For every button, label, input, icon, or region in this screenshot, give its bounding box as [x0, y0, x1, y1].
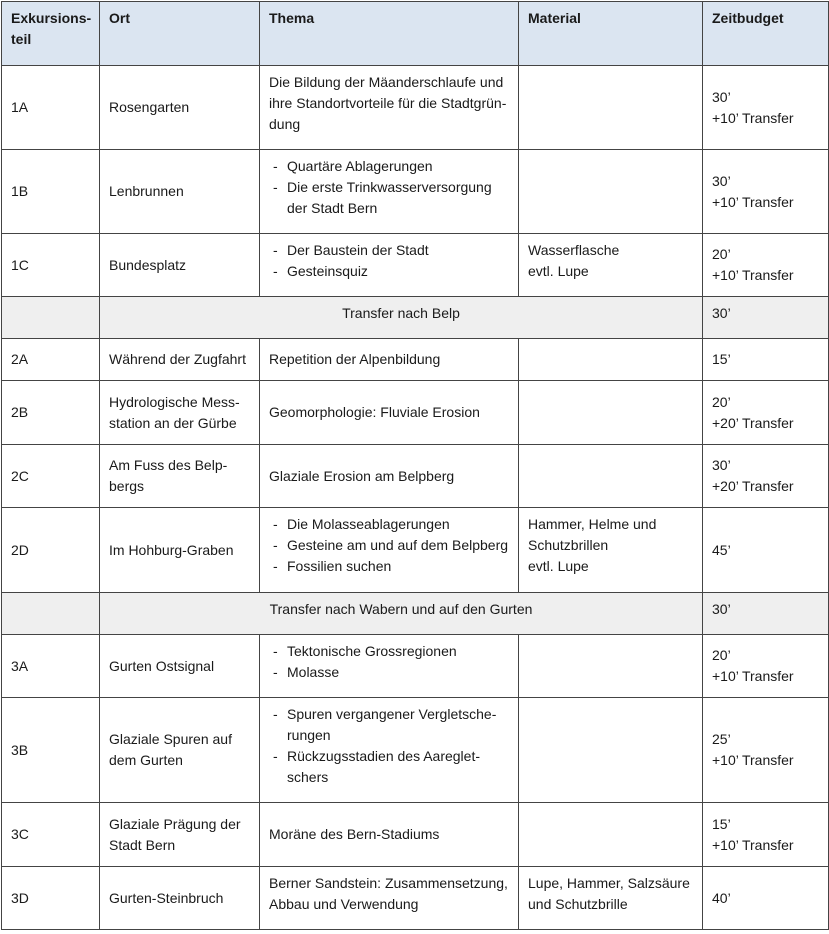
cell-line: Moräne des Bern-Stadiums [269, 826, 440, 842]
table-body [2, 66, 829, 930]
cell-line: Repetition der Alpenbildung [269, 351, 441, 367]
transfer-label: Transfer nach Wabern und auf den Gurten [100, 593, 703, 635]
cell-line: Stadt Bern [109, 836, 176, 853]
cell-thema [260, 445, 519, 508]
transfer-zeitbudget: 30’ [703, 297, 829, 339]
cell-line: Lupe, Hammer, Salzsäure [528, 875, 690, 891]
cell-zeitbudget [703, 150, 829, 234]
cell-exkursionsteil: 3C [2, 803, 100, 867]
transfer-label: Transfer nach Belp [100, 297, 703, 339]
cell-line: Gurten-Steinbruch [109, 889, 224, 906]
cell-thema [260, 234, 519, 297]
cell-material [519, 867, 703, 930]
header-row [2, 2, 829, 66]
cell-exkursionsteil: 2A [2, 339, 100, 381]
cell-line: - Gesteine am und auf dem Belpberg [287, 537, 509, 553]
cell-line: 25’ [712, 731, 731, 747]
cell-line: Lenbrunnen [109, 183, 184, 199]
cell-line: +10’ Transfer [712, 836, 794, 853]
cell-line: rungen [287, 727, 331, 743]
excursion-schedule-table [1, 1, 829, 930]
cell-line: 45’ [712, 541, 731, 558]
cell-line: Wasserflasche [528, 242, 620, 258]
cell-ort [100, 381, 260, 445]
table-row [2, 234, 829, 297]
cell-line: - Der Baustein der Stadt [287, 242, 429, 258]
cell-line: evtl. Lupe [528, 558, 589, 574]
cell-line: - Rückzugsstadien des Aareglet- [287, 748, 480, 764]
cell-line: ihre Standortvorteile für die Stadtgrün- [269, 95, 507, 111]
cell-ort [100, 698, 260, 803]
cell-material [519, 150, 703, 234]
cell-line: +10’ Transfer [712, 109, 794, 126]
list-item [272, 641, 509, 662]
cell-line: - Quartäre Ablagerungen [287, 158, 433, 174]
thema-list [272, 704, 509, 788]
cell-line: Während der Zugfahrt [109, 351, 246, 367]
cell-zeitbudget [703, 381, 829, 445]
cell-line: +10’ Transfer [712, 668, 794, 684]
cell-material [519, 635, 703, 698]
cell-line: 40’ [712, 889, 731, 906]
cell-ort [100, 339, 260, 381]
cell-line: - Spuren vergangener Vergletsche- [287, 706, 497, 722]
cell-line: Hydrologische Mess- [109, 393, 240, 410]
thema-list [272, 514, 509, 577]
cell-line: 20’ [712, 647, 731, 663]
cell-ort [100, 234, 260, 297]
list-item [272, 704, 509, 746]
cell-ort [100, 66, 260, 150]
list-item [272, 261, 509, 282]
cell-line: - Tektonische Grossregionen [287, 643, 457, 659]
thema-list [272, 156, 509, 219]
list-item [272, 556, 509, 577]
cell-line: Rosengarten [109, 99, 190, 115]
cell-material [519, 66, 703, 150]
cell-exkursionsteil: 1B [2, 150, 100, 234]
cell-zeitbudget [703, 234, 829, 297]
table-row [2, 66, 829, 150]
cell-zeitbudget [703, 867, 829, 930]
cell-line: Geomorphologie: Fluviale Erosion [269, 404, 480, 420]
cell-ort [100, 635, 260, 698]
cell-line: +20’ Transfer [712, 478, 794, 494]
cell-line: 20’ [712, 246, 731, 262]
cell-line: 20’ [712, 393, 731, 410]
table-row [2, 698, 829, 803]
cell-line: Am Fuss des Belp- [109, 457, 228, 473]
cell-thema [260, 150, 519, 234]
table-row [2, 150, 829, 234]
cell-line: bergs [109, 478, 145, 494]
cell-material [519, 234, 703, 297]
cell-exkursionsteil: 2C [2, 445, 100, 508]
cell-thema [260, 381, 519, 445]
cell-zeitbudget [703, 803, 829, 867]
cell-line: Bundesplatz [109, 256, 187, 273]
cell-line: Die Bildung der Mäanderschlaufe und [269, 74, 504, 90]
cell-ort [100, 445, 260, 508]
cell-line: und Schutzbrille [528, 896, 628, 912]
cell-ort [100, 508, 260, 593]
cell-zeitbudget [703, 66, 829, 150]
cell-line: Im Hohburg-Graben [109, 541, 234, 558]
cell-line: Abbau und Verwendung [269, 896, 419, 912]
cell-line: Hammer, Helme und [528, 516, 657, 532]
list-item [272, 535, 509, 556]
transfer-zeitbudget: 30’ [703, 593, 829, 635]
cell-thema [260, 635, 519, 698]
cell-line: - Fossilien suchen [287, 558, 392, 574]
list-item [272, 514, 509, 535]
cell-material [519, 339, 703, 381]
cell-exkursionsteil: 1C [2, 234, 100, 297]
table-row [2, 381, 829, 445]
cell-exkursionsteil: 3A [2, 635, 100, 698]
cell-line: - Gesteinsquiz [287, 263, 368, 279]
cell-thema [260, 698, 519, 803]
table-header [2, 2, 829, 66]
cell-line: - Die erste Trinkwasserversorgung [287, 179, 492, 195]
cell-line: Glaziale Prägung der [109, 815, 241, 832]
header-thema: Thema [260, 2, 519, 66]
header-material: Material [519, 2, 703, 66]
table-row [2, 867, 829, 930]
cell-material [519, 381, 703, 445]
list-item [272, 177, 509, 219]
cell-line: Glaziale Erosion am Belpberg [269, 467, 455, 484]
cell-line: der Stadt Bern [287, 200, 378, 216]
cell-exkursionsteil: 2B [2, 381, 100, 445]
table-row [2, 445, 829, 508]
cell-line: dung [269, 116, 301, 132]
cell-exkursionsteil: 1A [2, 66, 100, 150]
cell-ort [100, 867, 260, 930]
cell-line: 30’ [712, 457, 731, 473]
cell-thema [260, 66, 519, 150]
cell-line: station an der Gürbe [109, 414, 237, 431]
cell-zeitbudget [703, 508, 829, 593]
cell-line: +10’ Transfer [712, 193, 794, 210]
cell-line: 15’ [712, 815, 731, 832]
cell-ort [100, 803, 260, 867]
cell-material [519, 698, 703, 803]
cell-exkursionsteil: 3D [2, 867, 100, 930]
cell-line: dem Gurten [109, 752, 183, 768]
cell-line: schers [287, 769, 329, 785]
list-item [272, 240, 509, 261]
cell-line: evtl. Lupe [528, 263, 589, 279]
cell-material [519, 803, 703, 867]
table-row [2, 803, 829, 867]
cell-line: Schutzbrillen [528, 537, 609, 553]
cell-line: 30’ [712, 88, 731, 105]
cell-thema [260, 803, 519, 867]
cell-line: Berner Sandstein: Zusammensetzung, [269, 875, 508, 891]
transfer-blank-cell [2, 297, 100, 339]
header-ort: Ort [100, 2, 260, 66]
thema-list [272, 240, 509, 282]
cell-line: +10’ Transfer [712, 752, 794, 768]
cell-ort [100, 150, 260, 234]
transfer-row [2, 297, 829, 339]
list-item [272, 746, 509, 788]
cell-line: Gurten Ostsignal [109, 657, 215, 674]
cell-thema [260, 867, 519, 930]
table-row [2, 339, 829, 381]
cell-line: - Molasse [287, 664, 340, 680]
cell-exkursionsteil: 3B [2, 698, 100, 803]
table-row [2, 508, 829, 593]
header-exkursionsteil: Exkursions- teil [2, 2, 100, 66]
transfer-blank-cell [2, 593, 100, 635]
header-zeitbudget: Zeitbudget [703, 2, 829, 66]
list-item [272, 156, 509, 177]
cell-exkursionsteil: 2D [2, 508, 100, 593]
cell-material [519, 445, 703, 508]
cell-zeitbudget [703, 635, 829, 698]
thema-list [272, 641, 509, 683]
cell-zeitbudget [703, 339, 829, 381]
cell-line: +10’ Transfer [712, 267, 794, 283]
transfer-row [2, 593, 829, 635]
cell-zeitbudget [703, 698, 829, 803]
cell-material [519, 508, 703, 593]
cell-line: - Die Molasseablagerungen [287, 516, 450, 532]
cell-thema [260, 339, 519, 381]
cell-line: 30’ [712, 172, 731, 189]
cell-zeitbudget [703, 445, 829, 508]
cell-line: Glaziale Spuren auf [109, 731, 232, 747]
table-row [2, 635, 829, 698]
cell-line: 15’ [712, 351, 731, 367]
cell-line: +20’ Transfer [712, 414, 794, 431]
list-item [272, 662, 509, 683]
cell-thema [260, 508, 519, 593]
